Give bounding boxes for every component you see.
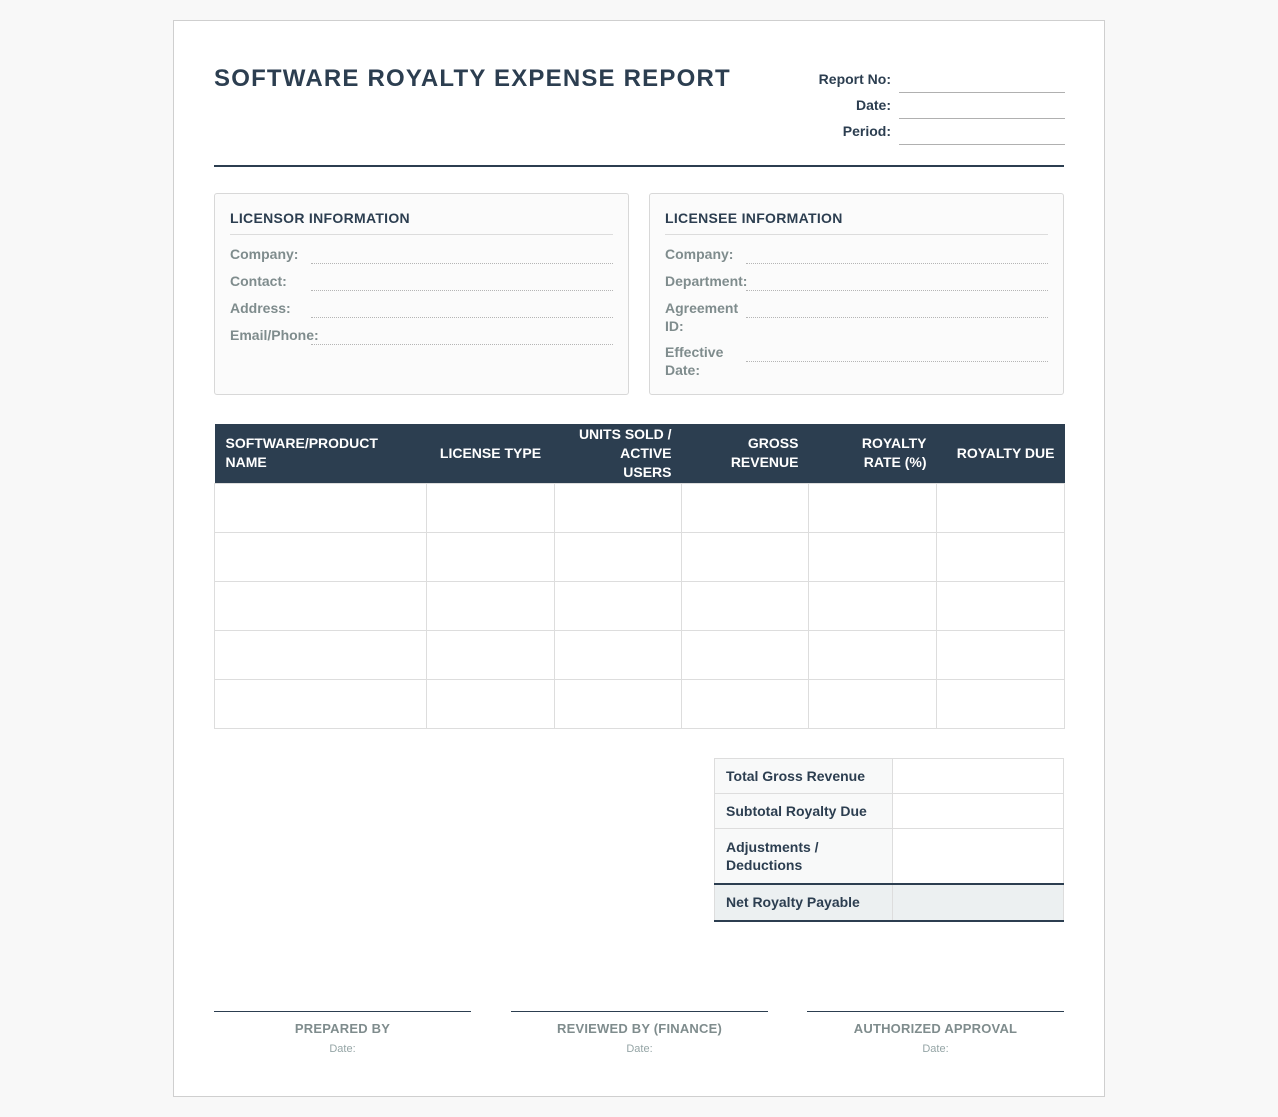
licensee-company-label: Company: [665,246,734,262]
licensor-email-phone-field[interactable] [311,344,613,345]
royalty-rate-cell[interactable] [809,532,937,581]
gross-revenue-cell[interactable] [682,630,809,679]
header-divider [214,165,1064,167]
licensor-address-row [230,299,613,319]
license-type-cell[interactable] [427,679,555,728]
col-header-royalty-rate: ROYALTY RATE (%) [809,424,937,483]
units-sold-cell[interactable] [555,483,682,532]
report-no-label: Report No: [818,71,891,87]
col-header-units-sold: UNITS SOLD / ACTIVE USERS [555,424,682,483]
licensor-company-row [230,245,613,265]
adjustments-deductions-label: Adjustments / Deductions [715,829,893,884]
licensee-department-field[interactable] [746,290,1048,291]
licensee-effective-date-field[interactable] [746,361,1048,362]
table-row [215,679,1065,728]
licensor-contact-field[interactable] [311,290,613,291]
product-name-cell[interactable] [215,532,427,581]
licensor-info-box [214,193,629,395]
product-name-cell[interactable] [215,581,427,630]
licensee-effective-date-label: Effective Date: [665,344,724,378]
col-header-gross-revenue: GROSS REVENUE [682,424,809,483]
licensee-company-field[interactable] [746,263,1048,264]
licensor-address-field[interactable] [311,317,613,318]
net-royalty-payable-label: Net Royalty Payable [715,884,893,921]
licensor-contact-row [230,272,613,292]
licensee-department-row [665,272,1048,292]
date-field[interactable] [899,99,1065,119]
col-header-royalty-due: ROYALTY DUE [937,424,1065,483]
prepared-by-signature[interactable] [214,1011,471,1055]
authorized-approval-date-label: Date: [922,1043,949,1055]
licensor-company-field[interactable] [311,263,613,264]
net-royalty-payable-row [715,884,1064,921]
report-no-row [794,67,1065,93]
royalty-rate-cell[interactable] [809,679,937,728]
gross-revenue-cell[interactable] [682,581,809,630]
gross-revenue-cell[interactable] [682,532,809,581]
licensor-company-label: Company: [230,246,299,262]
authorized-approval-label: AUTHORIZED APPROVAL [853,1021,1018,1036]
period-row [794,119,1065,145]
col-header-license-type: LICENSE TYPE [427,424,555,483]
subtotal-royalty-due-row [715,794,1064,829]
product-name-cell[interactable] [215,483,427,532]
adjustments-deductions-value[interactable] [893,829,1064,884]
units-sold-cell[interactable] [555,630,682,679]
product-name-cell[interactable] [215,679,427,728]
royalty-rate-cell[interactable] [809,483,937,532]
licensor-email-phone-row [230,326,613,346]
subtotal-royalty-due-label: Subtotal Royalty Due [715,794,893,829]
subtotal-royalty-due-value[interactable] [893,794,1064,829]
adjustments-deductions-row [715,829,1064,884]
royalty-due-cell[interactable] [937,679,1065,728]
report-no-field[interactable] [899,73,1065,93]
gross-revenue-cell[interactable] [682,483,809,532]
col-header-product-name: SOFTWARE/PRODUCT NAME [215,424,427,483]
licensee-effective-date-row [665,343,1048,381]
reviewed-by-label: REVIEWED BY (FINANCE) [556,1021,723,1036]
authorized-approval-signature[interactable] [807,1011,1064,1055]
prepared-by-label: PREPARED BY [294,1021,391,1036]
table-header-row [215,424,1065,483]
table-row [215,483,1065,532]
product-name-cell[interactable] [215,630,427,679]
table-row [215,630,1065,679]
report-title: SOFTWARE ROYALTY EXPENSE REPORT [214,65,731,92]
net-royalty-payable-value[interactable] [893,884,1064,921]
units-sold-cell[interactable] [555,679,682,728]
licensee-company-row [665,245,1048,265]
licensee-agreement-id-label: Agreement ID: [665,300,739,334]
reviewed-by-date-label: Date: [626,1043,653,1055]
total-gross-revenue-value[interactable] [893,759,1064,794]
licensee-info-box [649,193,1064,395]
prepared-by-date-label: Date: [329,1043,356,1055]
license-type-cell[interactable] [427,483,555,532]
units-sold-cell[interactable] [555,581,682,630]
license-type-cell[interactable] [427,581,555,630]
licensor-address-label: Address: [230,300,291,316]
total-gross-revenue-row [715,759,1064,794]
licensee-info-title: LICENSEE INFORMATION [665,210,1048,235]
licensor-info-title: LICENSOR INFORMATION [230,210,613,235]
licensee-agreement-id-row [665,299,1048,337]
licensee-agreement-id-field[interactable] [746,317,1048,318]
license-type-cell[interactable] [427,532,555,581]
table-row [215,581,1065,630]
royalty-due-cell[interactable] [937,630,1065,679]
table-row [215,532,1065,581]
report-meta [794,67,1065,145]
licensor-contact-label: Contact: [230,273,287,289]
royalty-rate-cell[interactable] [809,630,937,679]
royalty-due-cell[interactable] [937,581,1065,630]
license-type-cell[interactable] [427,630,555,679]
date-row [794,93,1065,119]
royalty-rate-cell[interactable] [809,581,937,630]
report-page [173,20,1105,1097]
date-label: Date: [855,97,891,113]
period-label: Period: [842,123,891,139]
period-field[interactable] [899,125,1065,145]
royalty-due-cell[interactable] [937,483,1065,532]
royalty-table [214,424,1065,729]
totals-table [714,758,1064,922]
licensor-email-phone-label: Email/Phone: [230,327,319,343]
royalty-due-cell[interactable] [937,532,1065,581]
total-gross-revenue-label: Total Gross Revenue [715,759,893,794]
units-sold-cell[interactable] [555,532,682,581]
licensee-department-label: Department: [665,273,748,289]
reviewed-by-signature[interactable] [511,1011,768,1055]
gross-revenue-cell[interactable] [682,679,809,728]
